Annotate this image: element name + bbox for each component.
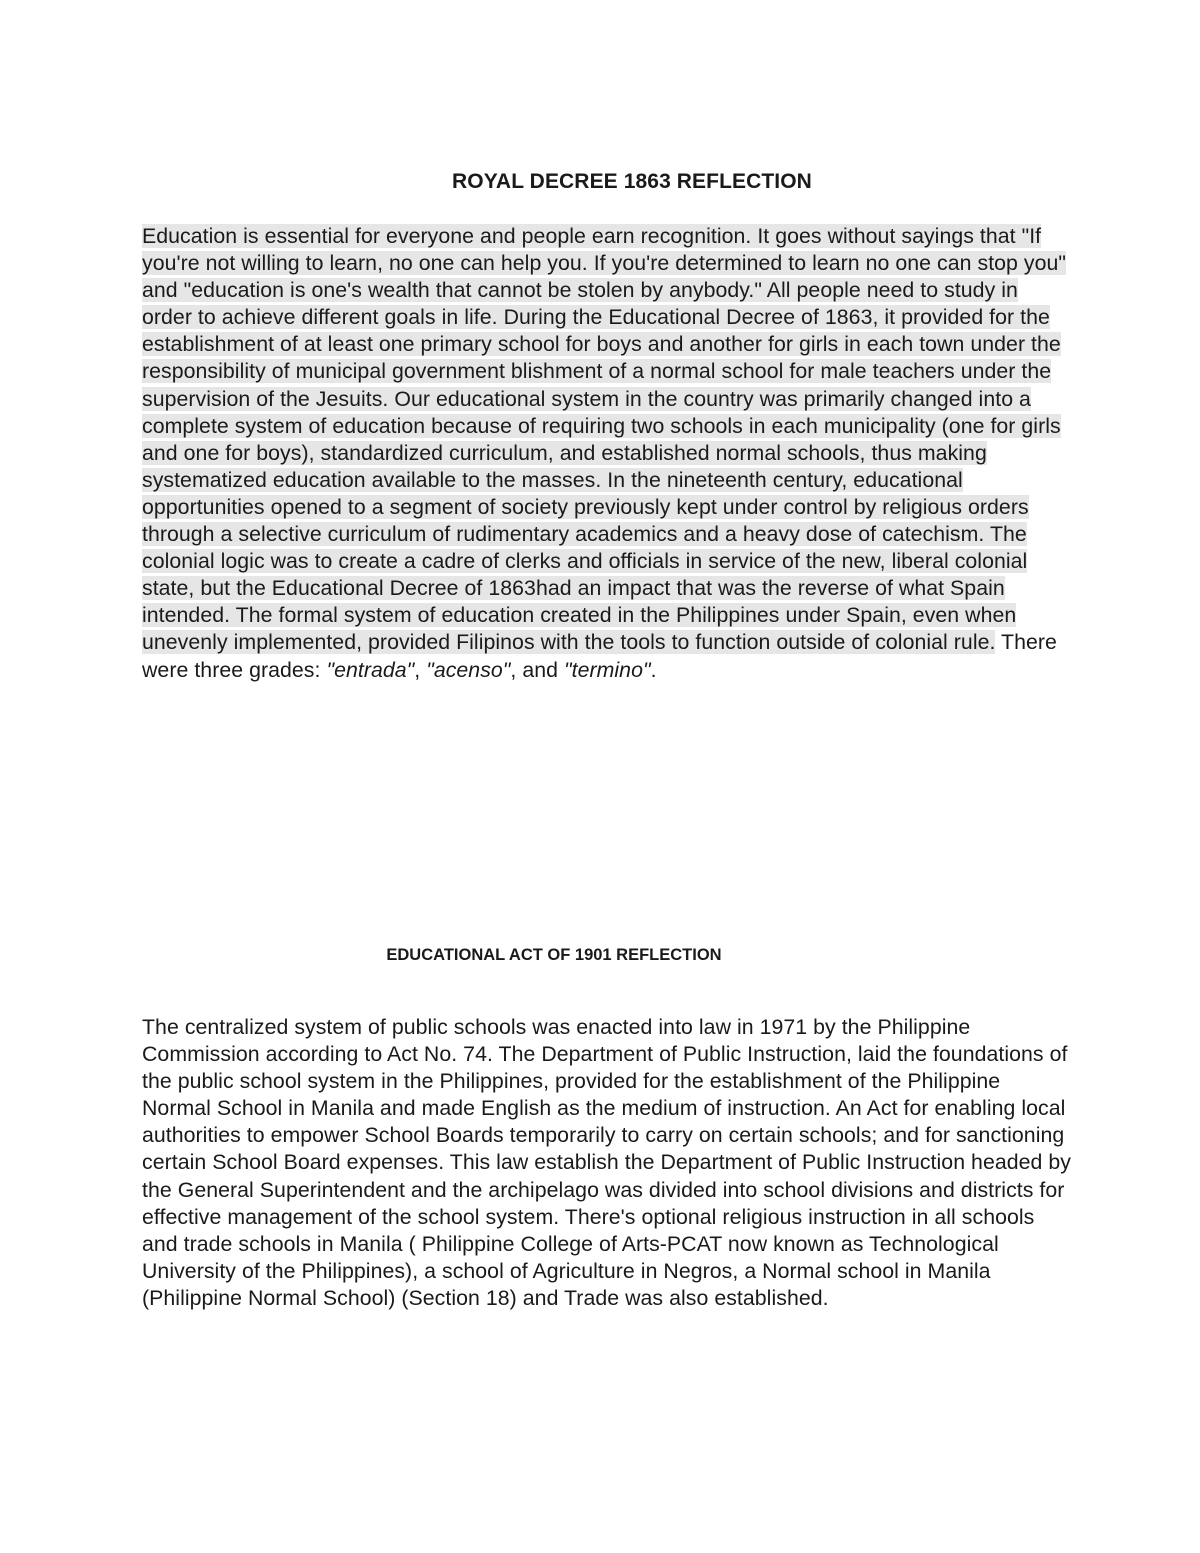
grade-acenso: "acenso"	[426, 657, 511, 682]
educational-act-title: EDUCATIONAL ACT OF 1901 REFLECTION	[386, 946, 722, 964]
paragraph-end: .	[650, 657, 657, 682]
grade-entrada: "entrada"	[326, 657, 415, 682]
educational-act-paragraph: The centralized system of public schools was enacted into law in 1971 by the Philippine Commission according to Act No. 74. The Department of Public Instruction, laid the foundations of the public school system in the Philippines, provided for the establishment of the Philippine Normal School in Manila and made English as the medium of instruction. An Act for enabling local authorities to empower School Boards temporarily to carry on certain schools; and for sanctioning certain School Board expenses. This law establish the Department of Public Instruction headed by the General Superintendent and the archipelago was divided into school divisions and districts for effective management of the school system. There's optional religious instruction in all schools and trade schools in Manila ( Philippine College of Arts-PCAT now known as Technological University of the Philippines), a school of Agriculture in Negros, a Normal school in Manila (Philippine Normal School) (Section 18) and Trade was also established.	[142, 1015, 1071, 1310]
highlighted-text: Education is essential for everyone and people earn recognition. It goes without sayings that "If you're not willing to learn, no one can help you. If you're determined to learn no one can stop you" and "education is one's wealth that cannot be stolen by anybody." All people need to study in order to achieve different goals in life. During the Educational Decree of 1863, it provided for the establishment of at least one primary school for boys and another for girls in each town under the responsibility of municipal government blishment of a normal school for male teachers under the supervision of the Jesuits. Our educational system in the country was primarily changed into a complete system of education because of requiring two schools in each municipality (one for girls and one for boys), standardized curriculum, and established normal schools, thus making systematized education available to the masses. In the nineteenth century, educational opportunities opened to a segment of society previously kept under control by religious orders through a selective curriculum of rudimentary academics and a heavy dose of catechism. The colonial logic was to create a cadre of clerks and officials in service of the new, liberal colonial state, but the Educational Decree of 1863had an impact that was the reverse of what Spain intended. The formal system of education created in the Philippines under Spain, even when unevenly implemented, provided Filipinos with the tools to function outside of colonial rule.	[142, 224, 1067, 655]
grade-separator: ,	[414, 657, 427, 682]
grades-intro-text: There were three grades:	[142, 630, 1057, 682]
grade-separator: , and	[510, 657, 564, 682]
royal-decree-paragraph	[142, 223, 1072, 684]
grade-termino: "termino"	[564, 657, 651, 682]
royal-decree-title: ROYAL DECREE 1863 REFLECTION	[452, 170, 812, 193]
